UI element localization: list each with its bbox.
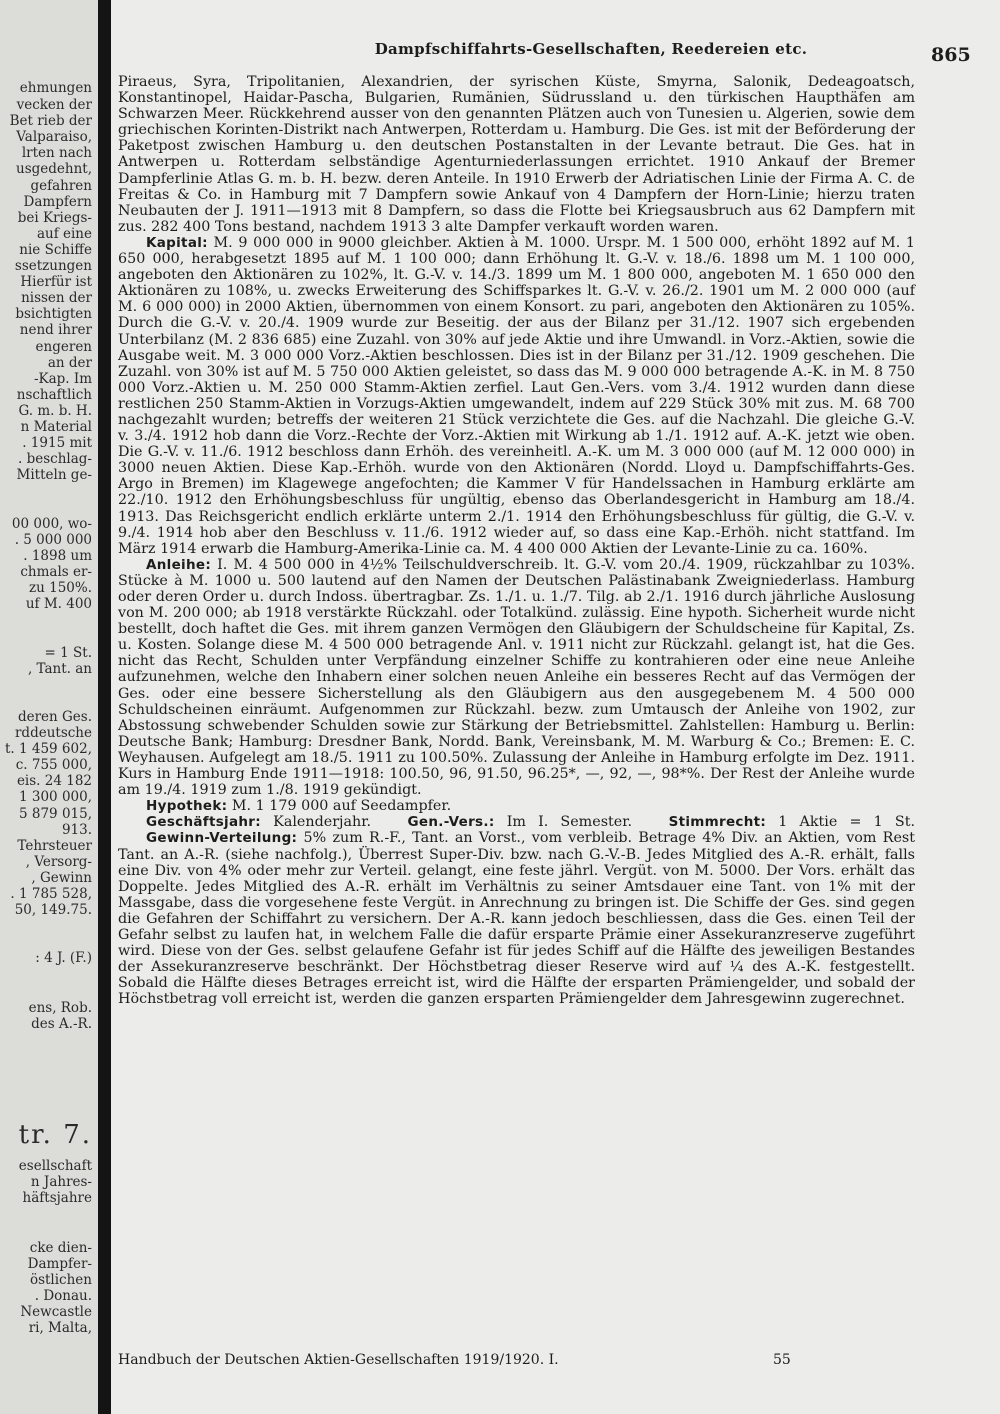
gutter-fragment: gefahren <box>30 178 92 194</box>
geschaeftsjahr-text: Kalenderjahr. <box>273 814 372 831</box>
gutter-fragment: t. 1 459 602, <box>4 741 92 757</box>
gutter-fragment: . 5 000 000 <box>14 532 92 548</box>
gutter-fragment: deren Ges. <box>17 709 92 725</box>
gutter-fragment: östlichen <box>29 1272 92 1288</box>
page <box>111 0 1000 1414</box>
gutter-fragment: eis. 24 182 <box>16 773 92 789</box>
gutter-fragment: chmals er- <box>20 564 92 580</box>
gutter-fragment: G. m. b. H. <box>18 403 92 419</box>
gutter-fragment: auf eine <box>36 226 92 242</box>
gutter-fragment: Tehrsteuer <box>17 838 92 854</box>
gutter-fragment: ri, Malta, <box>28 1320 92 1336</box>
anleihe-text: I. M. 4 500 000 in 4½% Teilschuldverschreib. lt. G.-V. vom 20./4. 1909, rückzahlbar zu 103%. Stücke à M. 1000 u. 500 lautend auf den Namen der Deutschen Palästinabank Zweigniederlass. Hamburg oder deren Order u. durch Indoss. übertragbar. Zs. 1./1. u. 1./7. Tilg. ab 2./1. 1916 durch jährliche Auslosung von M. 200 000; ab 1918 verstärkte Rückzahl. oder Totalkünd. zulässig. Eine hypoth. Sicherheit wurde nicht bestellt, doch haftet die Ges. mit ihrem ganzen Vermögen den Gläubigern der Schuldscheine für Kapital, Zs. u. Kosten. Solange diese M. 4 500 000 betragende Anl. v. 1911 nicht zur Rückzahl. gelangt ist, hat die Ges. nicht das Recht, Schulden unter Verpfändung einzelner Schiffe zu kontrahieren oder eine neue Anleihe aufzunehmen, welche den Inhabern einer solchen neuen Anleihe ein besseres Recht auf das Vermögen der Ges. oder eine bessere Sicherstellung als den Gläubigern aus den ausgegebenem M. 4 500 000 Schuldscheinen einräumt. Aufgenommen zur Rückzahl. bezw. zum Umtausch der Anleihe von 1902, zur Abstossung schwebender Schulden sowie zur Stärkung der Betriebsmittel. Zahlstellen: Hamburg u. Berlin: Deutsche Bank; Hamburg: Dresdner Bank, Nordd. Bank, Vereinsbank, M. M. Warburg & Co.; Bremen: E. C. Weyhausen. Aufgelegt am 18./5. 1911 zu 100.50%. Zulassung der Anleihe in Hamburg erfolgte im Dez. 1911. Kurs in Hamburg Ende 1911—1918: 100.50, 96, 91.50, 96.25*, —, 92, —, 98*%. Der Rest der Anleihe wurde am 19./4. 1919 zum 1./8. 1919 gekündigt. <box>118 556 916 799</box>
gen-vers-text: Im I. Semester. <box>506 814 633 831</box>
running-head: Dampfschiffahrts-Gesellschaften, Reedereien etc. <box>374 40 808 58</box>
body-text <box>118 74 915 1007</box>
gutter-fragment: : 4 J. (F.) <box>35 950 92 966</box>
gutter-fragment: Dampfern <box>23 194 92 210</box>
gutter-fragment: 1 300 000, <box>19 789 92 805</box>
gutter-fragment: 913. <box>61 822 92 838</box>
stimmrecht-text: 1 Aktie = 1 St. <box>778 814 915 831</box>
stimmrecht-label: Stimmrecht: <box>668 814 767 831</box>
kapital-label: Kapital: <box>146 234 208 251</box>
gutter-fragment: . 1 785 528, <box>10 886 92 902</box>
gutter-fragment: lrten nach <box>21 145 92 161</box>
gutter-fragment: Bet rieb der <box>9 113 92 129</box>
geschaeftsjahr-label: Geschäftsjahr: <box>146 814 261 831</box>
gutter-fragment: . 1898 um <box>23 548 92 564</box>
gutter-fragment: vecken der <box>16 97 92 113</box>
anleihe-label: Anleihe: <box>146 556 212 573</box>
gutter-fragment: usgedehnt, <box>16 161 92 177</box>
gutter-fragment: . Donau. <box>34 1288 92 1304</box>
geschaeftsjahr-line <box>118 814 915 830</box>
book-spine-shadow <box>98 0 111 1414</box>
gutter-fragment: . 1915 mit <box>22 435 92 451</box>
gewinn-paragraph <box>118 830 915 1007</box>
gutter-fragment: , Gewinn <box>31 870 92 886</box>
gutter-fragment: . beschlag- <box>18 451 92 467</box>
gutter-fragment: Dampfer- <box>27 1256 92 1272</box>
gutter-fragment: 50, 149.75. <box>14 902 92 918</box>
kapital-text: M. 9 000 000 in 9000 gleichber. Aktien à M. 1000. Urspr. M. 1 500 000, erhöht 1892 auf M. 1 650 000, herabgesetzt 1895 auf M. 1 100 000; dann Erhöhung lt. G.-V. v. 18./6. 1898 um M. 1 100 000, angeboten den Aktionären zu 102%, lt. G.-V. v. 14./3. 1899 um M. 1 800 000, angeboten M. 1 650 000 den Aktionären zu 108%, u. zwecks Erweiterung des Schiffsparkes lt. G.-V. v. 26./2. 1901 um M. 2 000 000 (auf M. 6 000 000) in 2000 Aktien, übernommen von einem Konsort. zu pari, angeboten den Aktionären zu 105%. Durch die G.-V. v. 20./4. 1909 wurde zur Beseitig. der aus der Bilanz per 31./12. 1907 sich ergebenden Unterbilanz (M. 2 836 685) eine Zuzahl. von 30% auf jede Aktie und ihre Umwandl. in Vorz.-Aktien, sowie die Ausgabe weit. M. 3 000 000 Vorz.-Aktien beschlossen. Dies ist in der Bilanz per 31./12. 1909 geschehen. Die Zuzahl. von 30% ist auf M. 5 750 000 Aktien geleistet, so dass das M. 9 000 000 betragende A.-K. in M. 8 750 000 Vorz.-Aktien u. M. 250 000 Stamm-Aktien zerfiel. Laut Gen.-Vers. vom 3./4. 1912 wurden dann diese restlichen 250 Stamm-Aktien in Vorzugs-Aktien umgewandelt, indem auf 229 Stück 30% mit zus. M. 68 700 nachgezahlt wurden; betreffs der weiteren 21 Stück verzichtete die Ges. auf die Nachzahl. Die gleiche G.-V. v. 3./4. 1912 hob dann die Vorz.-Rechte der Vorz.-Aktien mit Wirkung ab 1./1. 1912 auf. A.-K. jetzt wie oben. Die G.-V. v. 11./6. 1912 beschloss dann Erhöh. des vereinheitl. A.-K. um M. 3 000 000 (auf M. 12 000 000) in 3000 neuen Aktien. Diese Kap.-Erhöh. wurde von den Aktionären (Nordd. Lloyd u. Dampfschiffahrts-Ges. Argo in Bremen) im Klagewege angefochten; die Kammer V für Handelssachen in Hamburg erklärte am 22./10. 1912 den Erhöhungsbeschluss für ungültig, ebenso das Oberlandesgericht in Hamburg am 18./4. 1913. Das Reichsgericht endlich erklärte unterm 2./1. 1914 den Erhöhungsbeschluss für gültig, die G.-V. v. 9./4. 1914 hob aber den Beschluss v. 11./6. 1912 wieder auf, so dass eine Kap.-Erhöh. nicht stattfand. Im März 1914 erwarb die Hamburg-Amerika-Linie ca. M. 4 400 000 Aktien der Levante-Linie zu ca. 160%. <box>118 234 915 557</box>
gutter-fragment: 5 879 015, <box>19 806 92 822</box>
gutter-fragment: esellschaft <box>18 1158 92 1174</box>
gutter-fragment: zu 150%. <box>29 580 92 596</box>
gewinn-text: 5% zum R.-F., Tant. an Vorst., vom verbleib. Betrage 4% Div. an Aktien, vom Rest Tant. an A.-R. (siehe nachfolg.), Überrest Super-Div. bzw. nach G.-V.-B. Jedes Mitglied des A.-R. erhält, falls eine Div. von 4% oder mehr zur Verteil. gelangt, eine feste jährl. Vergüt. von M. 5000. Der Vors. erhält das Doppelte. Jedes Mitglied des A.-R. erhält im Verhältnis zu seiner Amtsdauer eine Tant. von 1% mit der Massgabe, dass die vorgesehene feste Vergüt. in Anrechnung zu bringen ist. Die Schiffe der Ges. sind gegen die Gefahren der Schiffahrt zu versichern. Der A.-R. kann jedoch beschliessen, dass die Ges. einen Teil der Gefahr selbst zu laufen hat, in welchem Falle die dafür ersparte Prämie einer Assekuranzreserve zugeführt wird. Diese von der Ges. selbst gelaufene Gefahr ist für jedes Schiff auf die Hälfte des jeweiligen Bestandes der Assekuranzreserve beschränkt. Der Höchstbetrag dieser Reserve wird auf ¼ des A.-K. festgestellt. Sobald die Hälfte dieses Betrages erreicht ist, wird die Hälfte der ersparten Prämiengelder, und sobald der Höchstbetrag voll erreicht ist, werden die ganzen ersparten Prämiengelder dem Jahresgewinn zugerechnet. <box>118 830 915 1008</box>
hypothek-paragraph <box>118 798 915 814</box>
gutter-fragment: Valparaiso, <box>16 129 92 145</box>
gutter-fragment: cke dien- <box>29 1240 92 1256</box>
gutter-fragment: tr. 7. <box>18 1120 92 1150</box>
hypothek-text: M. 1 179 000 auf Seedampfer. <box>231 798 452 815</box>
kapital-paragraph <box>118 235 915 557</box>
hypothek-label: Hypothek: <box>146 798 228 815</box>
gutter-fragment: bsichtigten <box>15 306 92 322</box>
gutter-fragment: ens, Rob. <box>28 1000 92 1016</box>
intro-paragraph: Piraeus, Syra, Tripolitanien, Alexandrien, der syrischen Küste, Smyrna, Salonik, Dedeagoatsch, Konstantinopel, Haidar-Pascha, Bulgarien, Rumänien, Südrussland u. den türkischen Haupthäfen am Schwarzen Meer. Rückkehrend ausser von den genannten Plätzen auch von Tunesien u. Algerien, sowie dem griechischen Korinten-Distrikt nach Antwerpen, Rotterdam u. Hamburg. Die Ges. ist mit der Beförderung der Paketpost zwischen Hamburg u. den deutschen Postanstalten in der Levante betraut. Die Ges. hat in Antwerpen u. Rotterdam selbständige Agenturniederlassungen errichtet. 1910 Ankauf der Bremer Dampferlinie Atlas G. m. b. H. bezw. deren Anteile. In 1910 Erwerb der Adriatischen Linie der Firma A. C. de Freitas & Co. in Hamburg mit 7 Dampfern sowie Ankauf von 4 Dampfern der Horn-Linie; hierzu traten Neubauten der J. 1911—1913 mit 8 Dampfern, so dass die Flotte bei Kriegsausbruch aus 62 Dampfern mit zus. 282 400 Tons bestand, nachdem 1913 3 alte Dampfer verkauft worden waren. <box>118 74 915 235</box>
gutter-fragment: nie Schiffe <box>19 242 92 258</box>
gutter-fragment: = 1 St. <box>44 645 92 661</box>
signature-mark: 55 <box>773 1352 791 1368</box>
gutter-fragment: des A.-R. <box>31 1016 92 1032</box>
previous-page-gutter <box>0 0 100 1414</box>
gutter-fragment: , Tant. an <box>27 661 92 677</box>
gen-vers-label: Gen.-Vers.: <box>407 814 495 831</box>
gutter-fragment: c. 755 000, <box>15 757 92 773</box>
gutter-fragment: -Kap. Im <box>33 371 92 387</box>
gutter-fragment: , Versorg- <box>25 854 92 870</box>
gutter-fragment: nend ihrer <box>19 322 92 338</box>
gutter-fragment: häftsjahre <box>22 1190 92 1206</box>
gutter-fragment: nschaftlich <box>16 387 92 403</box>
gutter-fragment: n Material <box>20 419 92 435</box>
gutter-fragment: n Jahres- <box>30 1174 92 1190</box>
gutter-fragment: Newcastle <box>20 1304 92 1320</box>
gewinn-label: Gewinn-Verteilung: <box>146 830 298 847</box>
page-number: 865 <box>931 44 971 66</box>
gutter-fragment: 00 000, wo- <box>11 516 92 532</box>
gutter-fragment: engeren <box>35 339 92 355</box>
gutter-fragment: uf M. 400 <box>25 596 92 612</box>
gutter-fragment: Mitteln ge- <box>16 467 92 483</box>
gutter-fragment: rddeutsche <box>14 725 92 741</box>
gutter-fragment: nissen der <box>21 290 92 306</box>
gutter-fragment: ehmungen <box>19 80 92 96</box>
gutter-fragment: Hierfür ist <box>20 274 92 290</box>
anleihe-paragraph <box>118 557 915 798</box>
gutter-fragment: an der <box>47 355 92 371</box>
gutter-fragment: ssetzungen <box>14 258 92 274</box>
publication-title: Handbuch der Deutschen Aktien-Gesellschaften 1919/1920. I. <box>118 1352 559 1368</box>
gutter-fragment: bei Kriegs- <box>17 210 92 226</box>
